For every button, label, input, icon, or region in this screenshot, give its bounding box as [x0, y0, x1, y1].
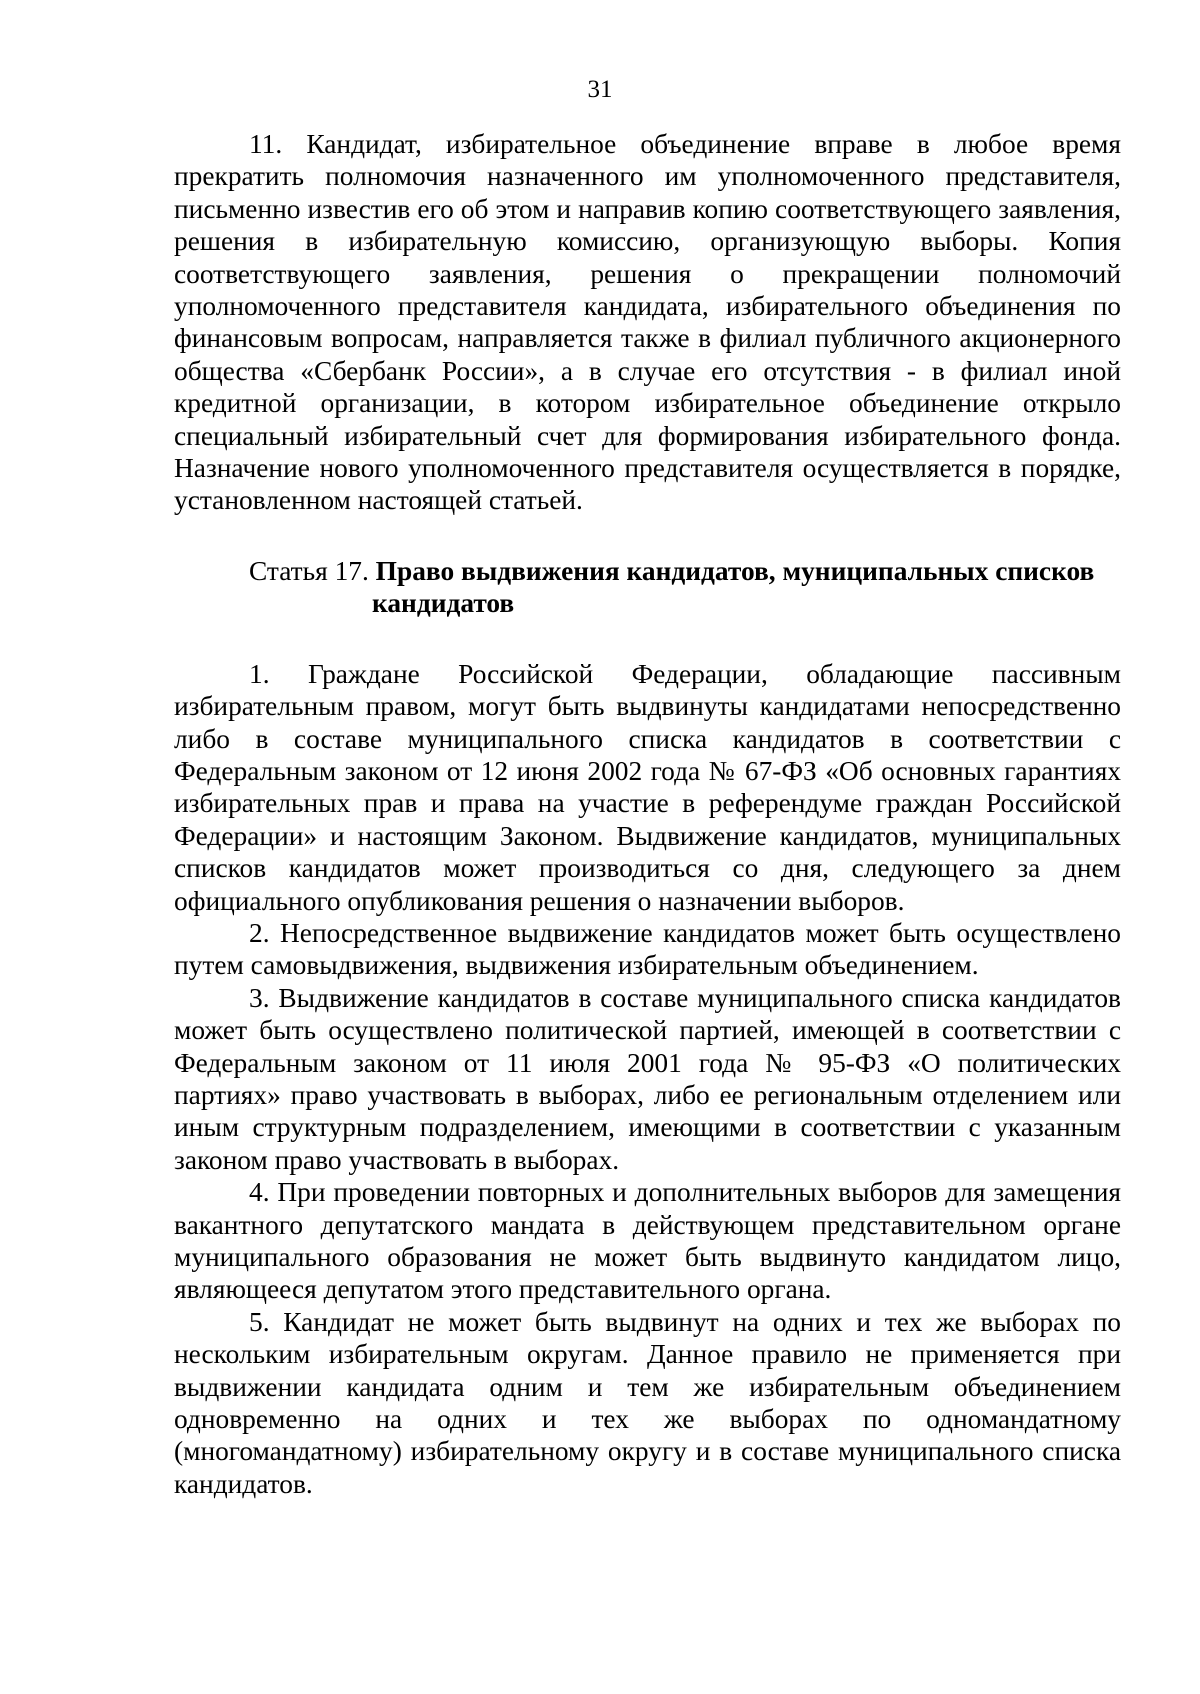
article-label: Статья 17.	[249, 555, 376, 586]
article-paragraph-2: 2. Непосредственное выдвижение кандидатов может быть осуществлено путем самовыдвижения, выдвижения избирательным объединением.	[174, 917, 1121, 981]
article-paragraph-1: 1. Граждане Российской Федерации, обладающие пассивным избирательным правом, могут быть выдвинуты кандидатами непосредственно либо в составе муниципального списка кандидатов в соответствии с Федеральным законом от 12 июня 2002 года № 67-ФЗ «Об основных гарантиях избирательных прав и права на участие в референдуме граждан Российской Федерации» и настоящим Законом. Выдвижение кандидатов, муниципальных списков кандидатов может производиться со дня, следующего за днем официального опубликования решения о назначении выборов.	[174, 658, 1121, 916]
article-heading	[174, 555, 1121, 620]
article-paragraph-4: 4. При проведении повторных и дополнительных выборов для замещения вакантного депутатского мандата в действующем представительном органе муниципального образования не может быть выдвинуто кандидатом лицо, являющееся депутатом этого представительного органа.	[174, 1177, 1121, 1305]
article-paragraph-5: 5. Кандидат не может быть выдвинут на одних и тех же выборах по нескольким избирательным округам. Данное правило не применяется при выдвижении кандидата одним и тем же избирательным объединением одновременно на одних и тех же выборах по одномандатному (многомандатному) избирательному округу и в составе муниципального списка кандидатов.	[174, 1306, 1121, 1499]
page-body	[174, 128, 1121, 1500]
article-title: Право выдвижения кандидатов, муниципальных списков кандидатов	[372, 555, 1095, 619]
article-paragraph-3: 3. Выдвижение кандидатов в составе муниципального списка кандидатов может быть осуществлено политической партией, имеющей в соответствии с Федеральным законом от 11 июля 2001 года № 95-ФЗ «О политических партиях» право участвовать в выборах, либо ее региональным отделением или иным структурным подразделением, имеющими в соответствии с указанным законом право участвовать в выборах.	[174, 982, 1121, 1175]
paragraph-11: 11. Кандидат, избирательное объединение вправе в любое время прекратить полномочия назначенного им уполномоченного представителя, письменно известив его об этом и направив копию соответствующего заявления, решения в избирательную комиссию, организующую выборы. Копия соответствующего заявления, решения о прекращении полномочий уполномоченного представителя кандидата, избирательного объединения по финансовым вопросам, направляется также в филиал публичного акционерного общества «Сбербанк России», а в случае его отсутствия - в филиал иной кредитной организации, в котором избирательное объединение открыло специальный избирательный счет для формирования избирательного фонда. Назначение нового уполномоченного представителя осуществляется в порядке, установленном настоящей статьей.	[174, 129, 1121, 516]
page-number: 31	[587, 76, 613, 103]
